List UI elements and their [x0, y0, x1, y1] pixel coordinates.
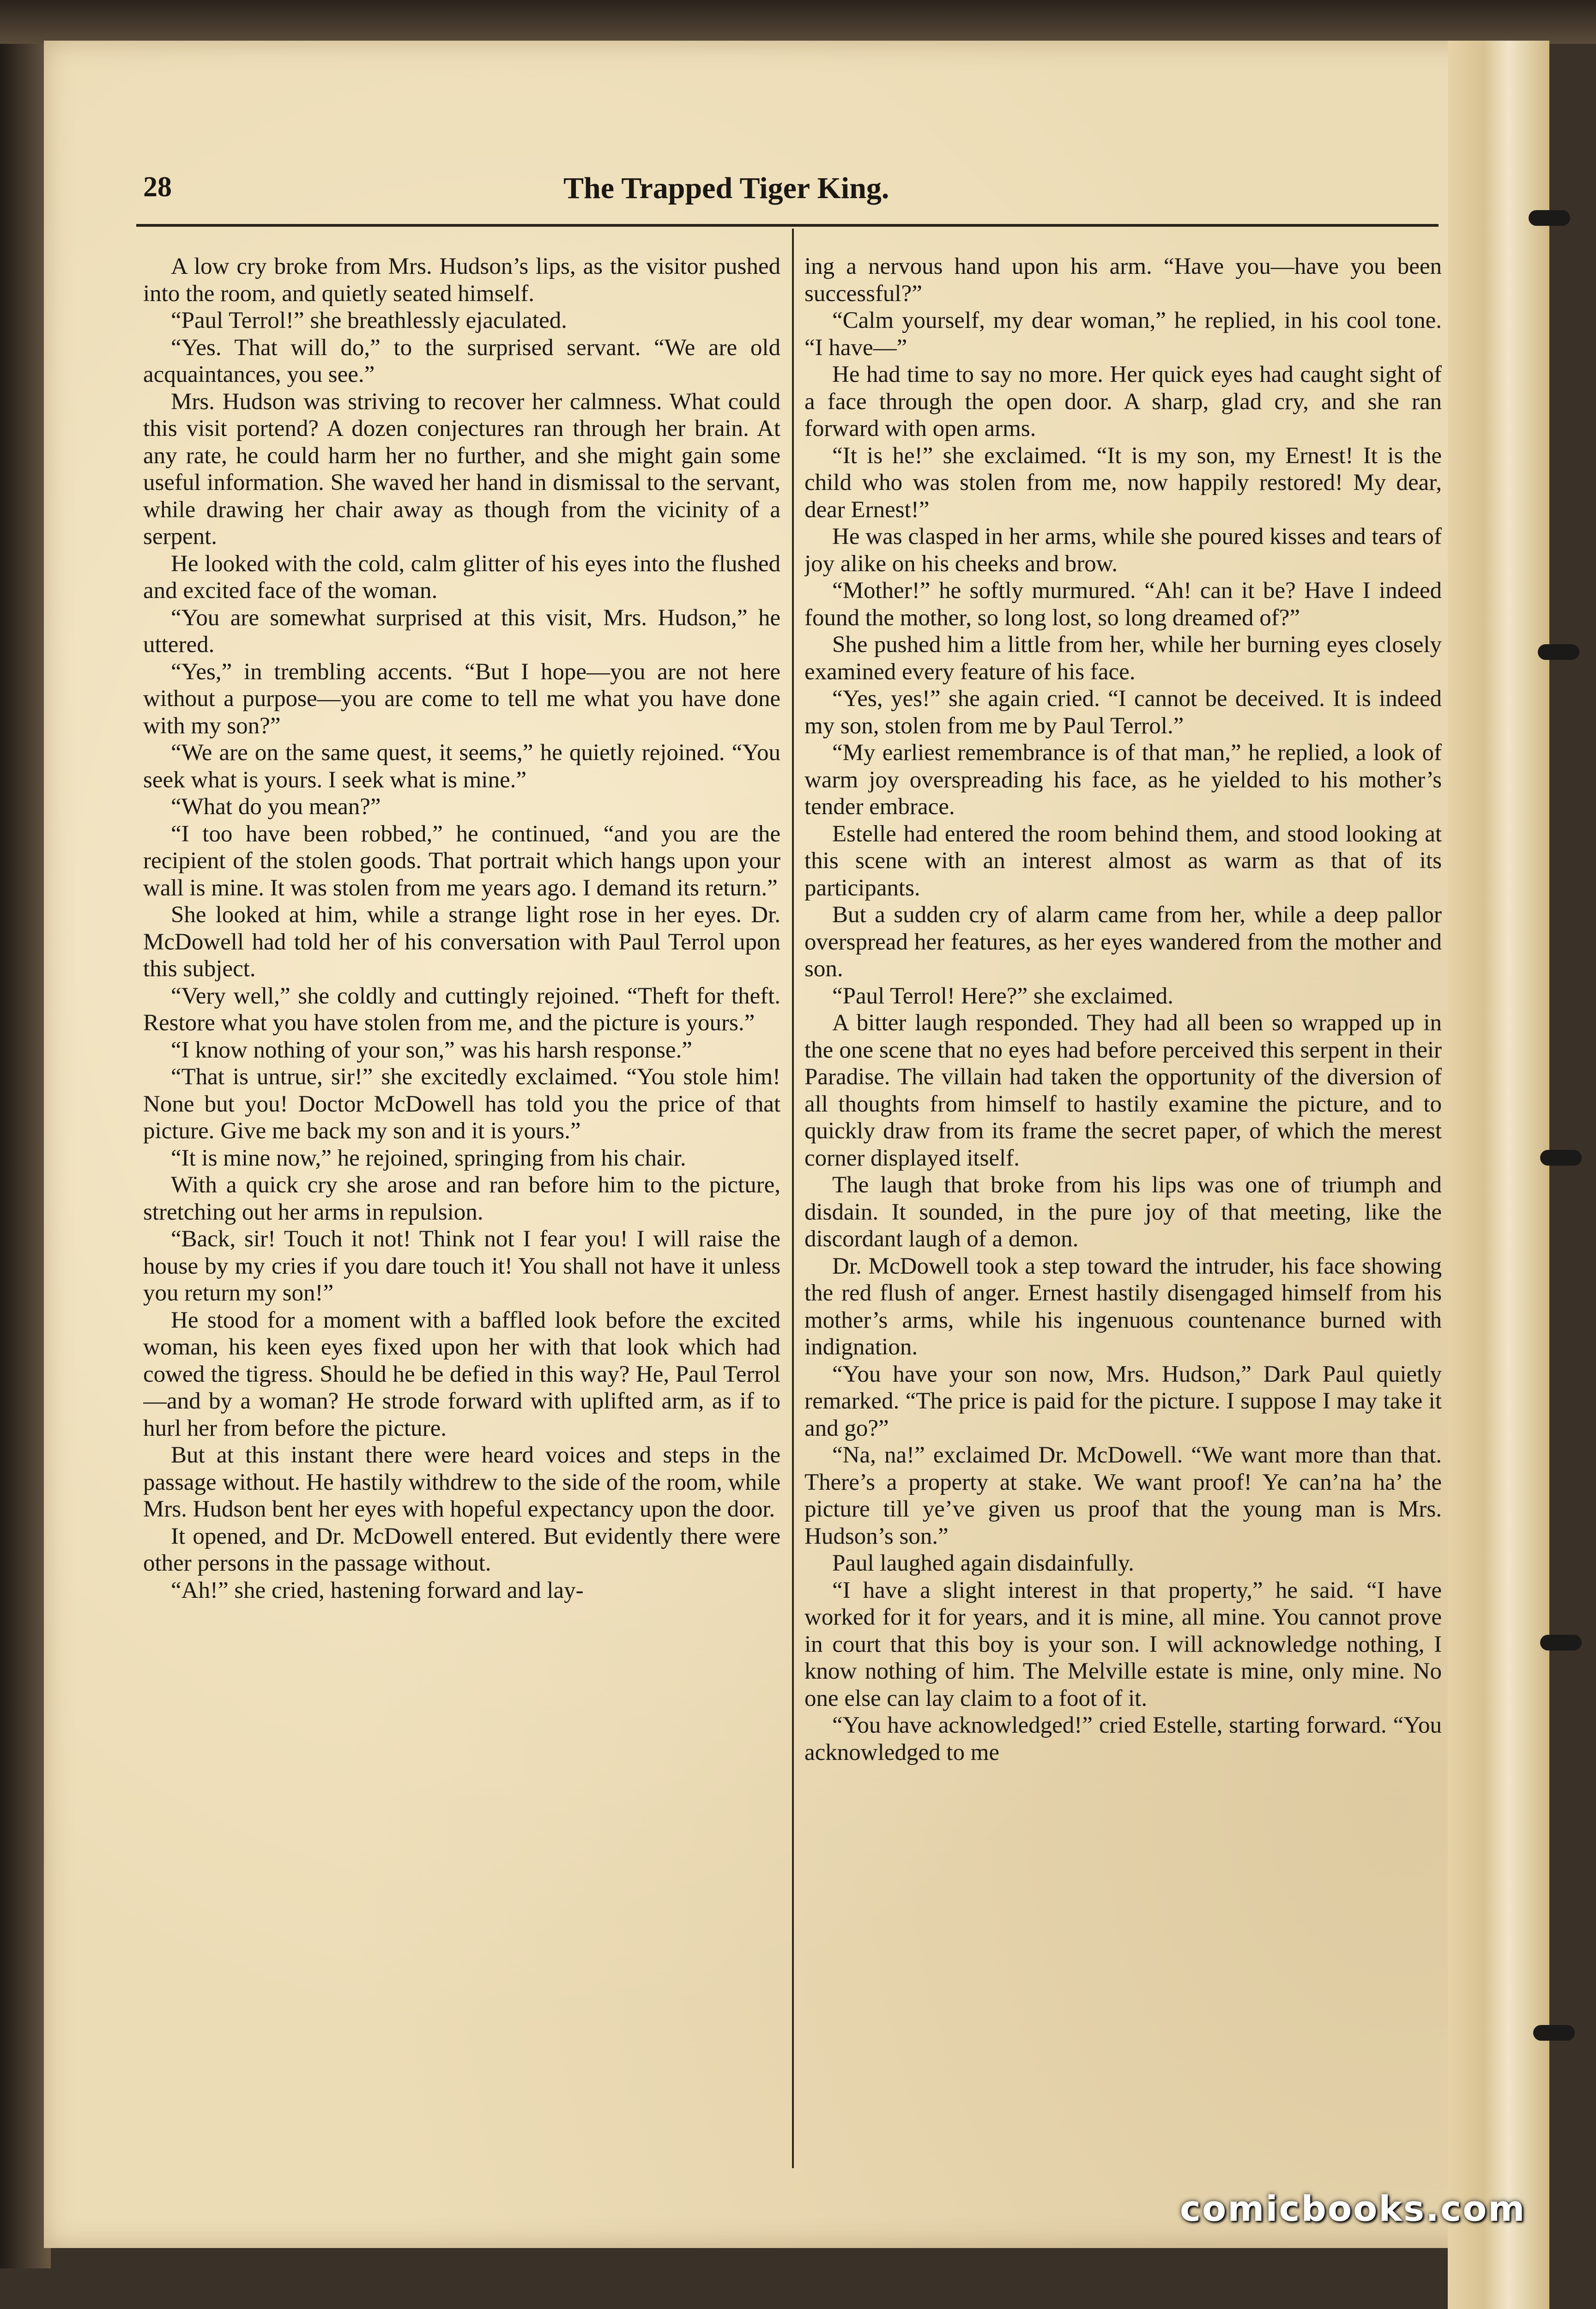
paragraph: Mrs. Hudson was striving to recover her calmness. What could this visit portend? A dozen conjectures ran through her brain. At any rate, he could harm her no further, and she might gain some useful information. She waved her hand in dismissal to the servant, while drawing her chair away as though from the vicinity of a serpent.: [143, 388, 780, 550]
paragraph: He had time to say no more. Her quick eyes had caught sight of a face through the open door. A sharp, glad cry, and she ran forward with open arms.: [804, 362, 1442, 441]
binding-stitch-icon: [1540, 1150, 1582, 1166]
scan-background-left: [0, 0, 51, 2268]
paragraph: He was clasped in her arms, while she poured kisses and tears of joy alike on his cheeks and brow.: [804, 524, 1442, 577]
paragraph: ing a nervous hand upon his arm. “Have you—have you been successful?”: [804, 254, 1442, 307]
paragraph: “Mother!” he softly murmured. “Ah! can it be? Have I indeed found the mother, so long lost, so long dreamed of?”: [804, 578, 1442, 631]
paragraph: A low cry broke from Mrs. Hudson’s lips, as the visitor pushed into the room, and quietly seated himself.: [143, 254, 780, 307]
paragraph: “My earliest remembrance is of that man,” he replied, a look of warm joy overspreading his face, as he yielded to his mother’s tender embrace.: [804, 740, 1442, 820]
paragraph: With a quick cry she arose and ran before him to the picture, stretching out her arms in repulsion.: [143, 1172, 780, 1225]
paragraph: “Na, na!” exclaimed Dr. McDowell. “We want more than that. There’s a property at stake. We want proof! Ye can’na ha’ the picture till ye’ve given us proof that the young man is Mrs. Hudson’s son.”: [804, 1442, 1442, 1549]
paragraph: “I have a slight interest in that property,” he said. “I have worked for it for years, and it is mine, all mine. You cannot prove in court that this boy is your son. I will acknowledge nothing, I know nothing of him. The Melville estate is mine, only mine. No one else can lay claim to a foot of it.: [804, 1577, 1442, 1711]
paragraph: “Back, sir! Touch it not! Think not I fear you! I will raise the house by my cries if you dare touch it! You shall not have it unless you return my son!”: [143, 1226, 780, 1306]
column-divider: [792, 229, 794, 2168]
paragraph: “You have acknowledged!” cried Estelle, starting forward. “You acknowledged to me: [804, 1712, 1442, 1765]
text-column-right: [804, 253, 1442, 2165]
paragraph: “Paul Terrol! Here?” she exclaimed.: [832, 983, 1173, 1009]
binding-stitch-icon: [1540, 1635, 1582, 1650]
page-number: 28: [143, 171, 172, 203]
running-title: The Trapped Tiger King.: [563, 171, 889, 205]
paragraph: “We are on the same quest, it seems,” he quietly rejoined. “You seek what is yours. I seek what is mine.”: [143, 740, 780, 793]
scan-background-top: [0, 0, 1596, 44]
paragraph: The laugh that broke from his lips was one of triumph and disdain. It sounded, in the pure joy of that meeting, like the discordant laugh of a demon.: [804, 1172, 1442, 1252]
paragraph: Estelle had entered the room behind them, and stood looking at this scene with an interest almost as warm as that of its participants.: [804, 821, 1442, 901]
paragraph: A bitter laugh responded. They had all been so wrapped up in the one scene that no eyes had before perceived this serpent in their Paradise. The villain had taken the opportunity of the diversion of all thoughts from himself to hastily examine the picture, and to quickly draw from its frame the secret paper, of which the merest corner displayed itself.: [804, 1010, 1442, 1171]
paragraph: “What do you mean?”: [171, 794, 381, 820]
header-rule: [136, 224, 1439, 227]
binding-stitch-icon: [1533, 2025, 1575, 2041]
paragraph: “Calm yourself, my dear woman,” he replied, in his cool tone. “I have—”: [804, 308, 1442, 361]
binding-stitch-icon: [1538, 644, 1579, 660]
paragraph: “It is mine now,” he rejoined, springing from his chair.: [171, 1145, 686, 1171]
paragraph: Paul laughed again disdainfully.: [832, 1550, 1134, 1576]
paragraph: But a sudden cry of alarm came from her, while a deep pallor overspread her features, as her eyes wandered from the mother and son.: [804, 902, 1442, 982]
paragraph: She pushed him a little from her, while her burning eyes closely examined every feature of his face.: [804, 632, 1442, 685]
page-header: [143, 171, 1436, 222]
paragraph: “Paul Terrol!” she breathlessly ejaculated.: [171, 308, 567, 333]
binding-gutter: [1448, 41, 1549, 2309]
binding-stitch-icon: [1529, 210, 1570, 226]
paragraph: “It is he!” she exclaimed. “It is my son, my Ernest! It is the child who was stolen from me, now happily restored! My dear, dear Ernest!”: [804, 442, 1442, 523]
paragraph: Dr. McDowell took a step toward the intruder, his face showing the red flush of anger. Ernest hastily disengaged himself from his mother’s arms, while his ingenuous countenance burned with indignation.: [804, 1253, 1442, 1360]
paragraph: But at this instant there were heard voices and steps in the passage without. He hastily withdrew to the side of the room, while Mrs. Hudson bent her eyes with hopeful expectancy upon the door.: [143, 1442, 780, 1522]
paragraph: “You have your son now, Mrs. Hudson,” Dark Paul quietly remarked. “The price is paid for the picture. I suppose I may take it and go?”: [804, 1361, 1442, 1441]
paragraph: “Yes, yes!” she again cried. “I cannot be deceived. It is indeed my son, stolen from me by Paul Terrol.”: [804, 686, 1442, 739]
paragraph: “I too have been robbed,” he continued, “and you are the recipient of the stolen goods. That portrait which hangs upon your wall is mine. It was stolen from me years ago. I demand its return.”: [143, 821, 780, 901]
paragraph: It opened, and Dr. McDowell entered. But evidently there were other persons in the passage without.: [143, 1523, 780, 1576]
paragraph: “I know nothing of your son,” was his harsh response.”: [171, 1037, 692, 1063]
text-column-left: [143, 253, 780, 2165]
paragraph: “That is untrue, sir!” she excitedly exclaimed. “You stole him! None but you! Doctor McDowell has told you the price of that picture. Give me back my son and it is yours.”: [143, 1064, 780, 1144]
paragraph: “You are somewhat surprised at this visit, Mrs. Hudson,” he uttered.: [143, 604, 780, 658]
paragraph: He stood for a moment with a baffled look before the excited woman, his keen eyes fixed upon her with that look which had cowed the tigress. Should he be defied in this way? He, Paul Terrol—and by a woman? He strode forward with uplifted arm, as if to hurl her from before the picture.: [143, 1307, 780, 1441]
paragraph: “Very well,” she coldly and cuttingly rejoined. “Theft for theft. Restore what you have stolen from me, and the picture is yours.”: [143, 983, 780, 1036]
paragraph: She looked at him, while a strange light rose in her eyes. Dr. McDowell had told her of his conversation with Paul Terrol upon this subject.: [143, 902, 780, 982]
paragraph: “Yes. That will do,” to the surprised servant. “We are old acquaintances, you see.”: [143, 334, 780, 387]
paragraph: “Yes,” in trembling accents. “But I hope—you are not here without a purpose—you are come to tell me what you have done with my son?”: [143, 659, 780, 739]
site-watermark: comicbooks.com: [1180, 2188, 1526, 2229]
paragraph: “Ah!” she cried, hastening forward and lay-: [171, 1577, 584, 1603]
paragraph: He looked with the cold, calm glitter of his eyes into the flushed and excited face of the woman.: [143, 550, 780, 604]
